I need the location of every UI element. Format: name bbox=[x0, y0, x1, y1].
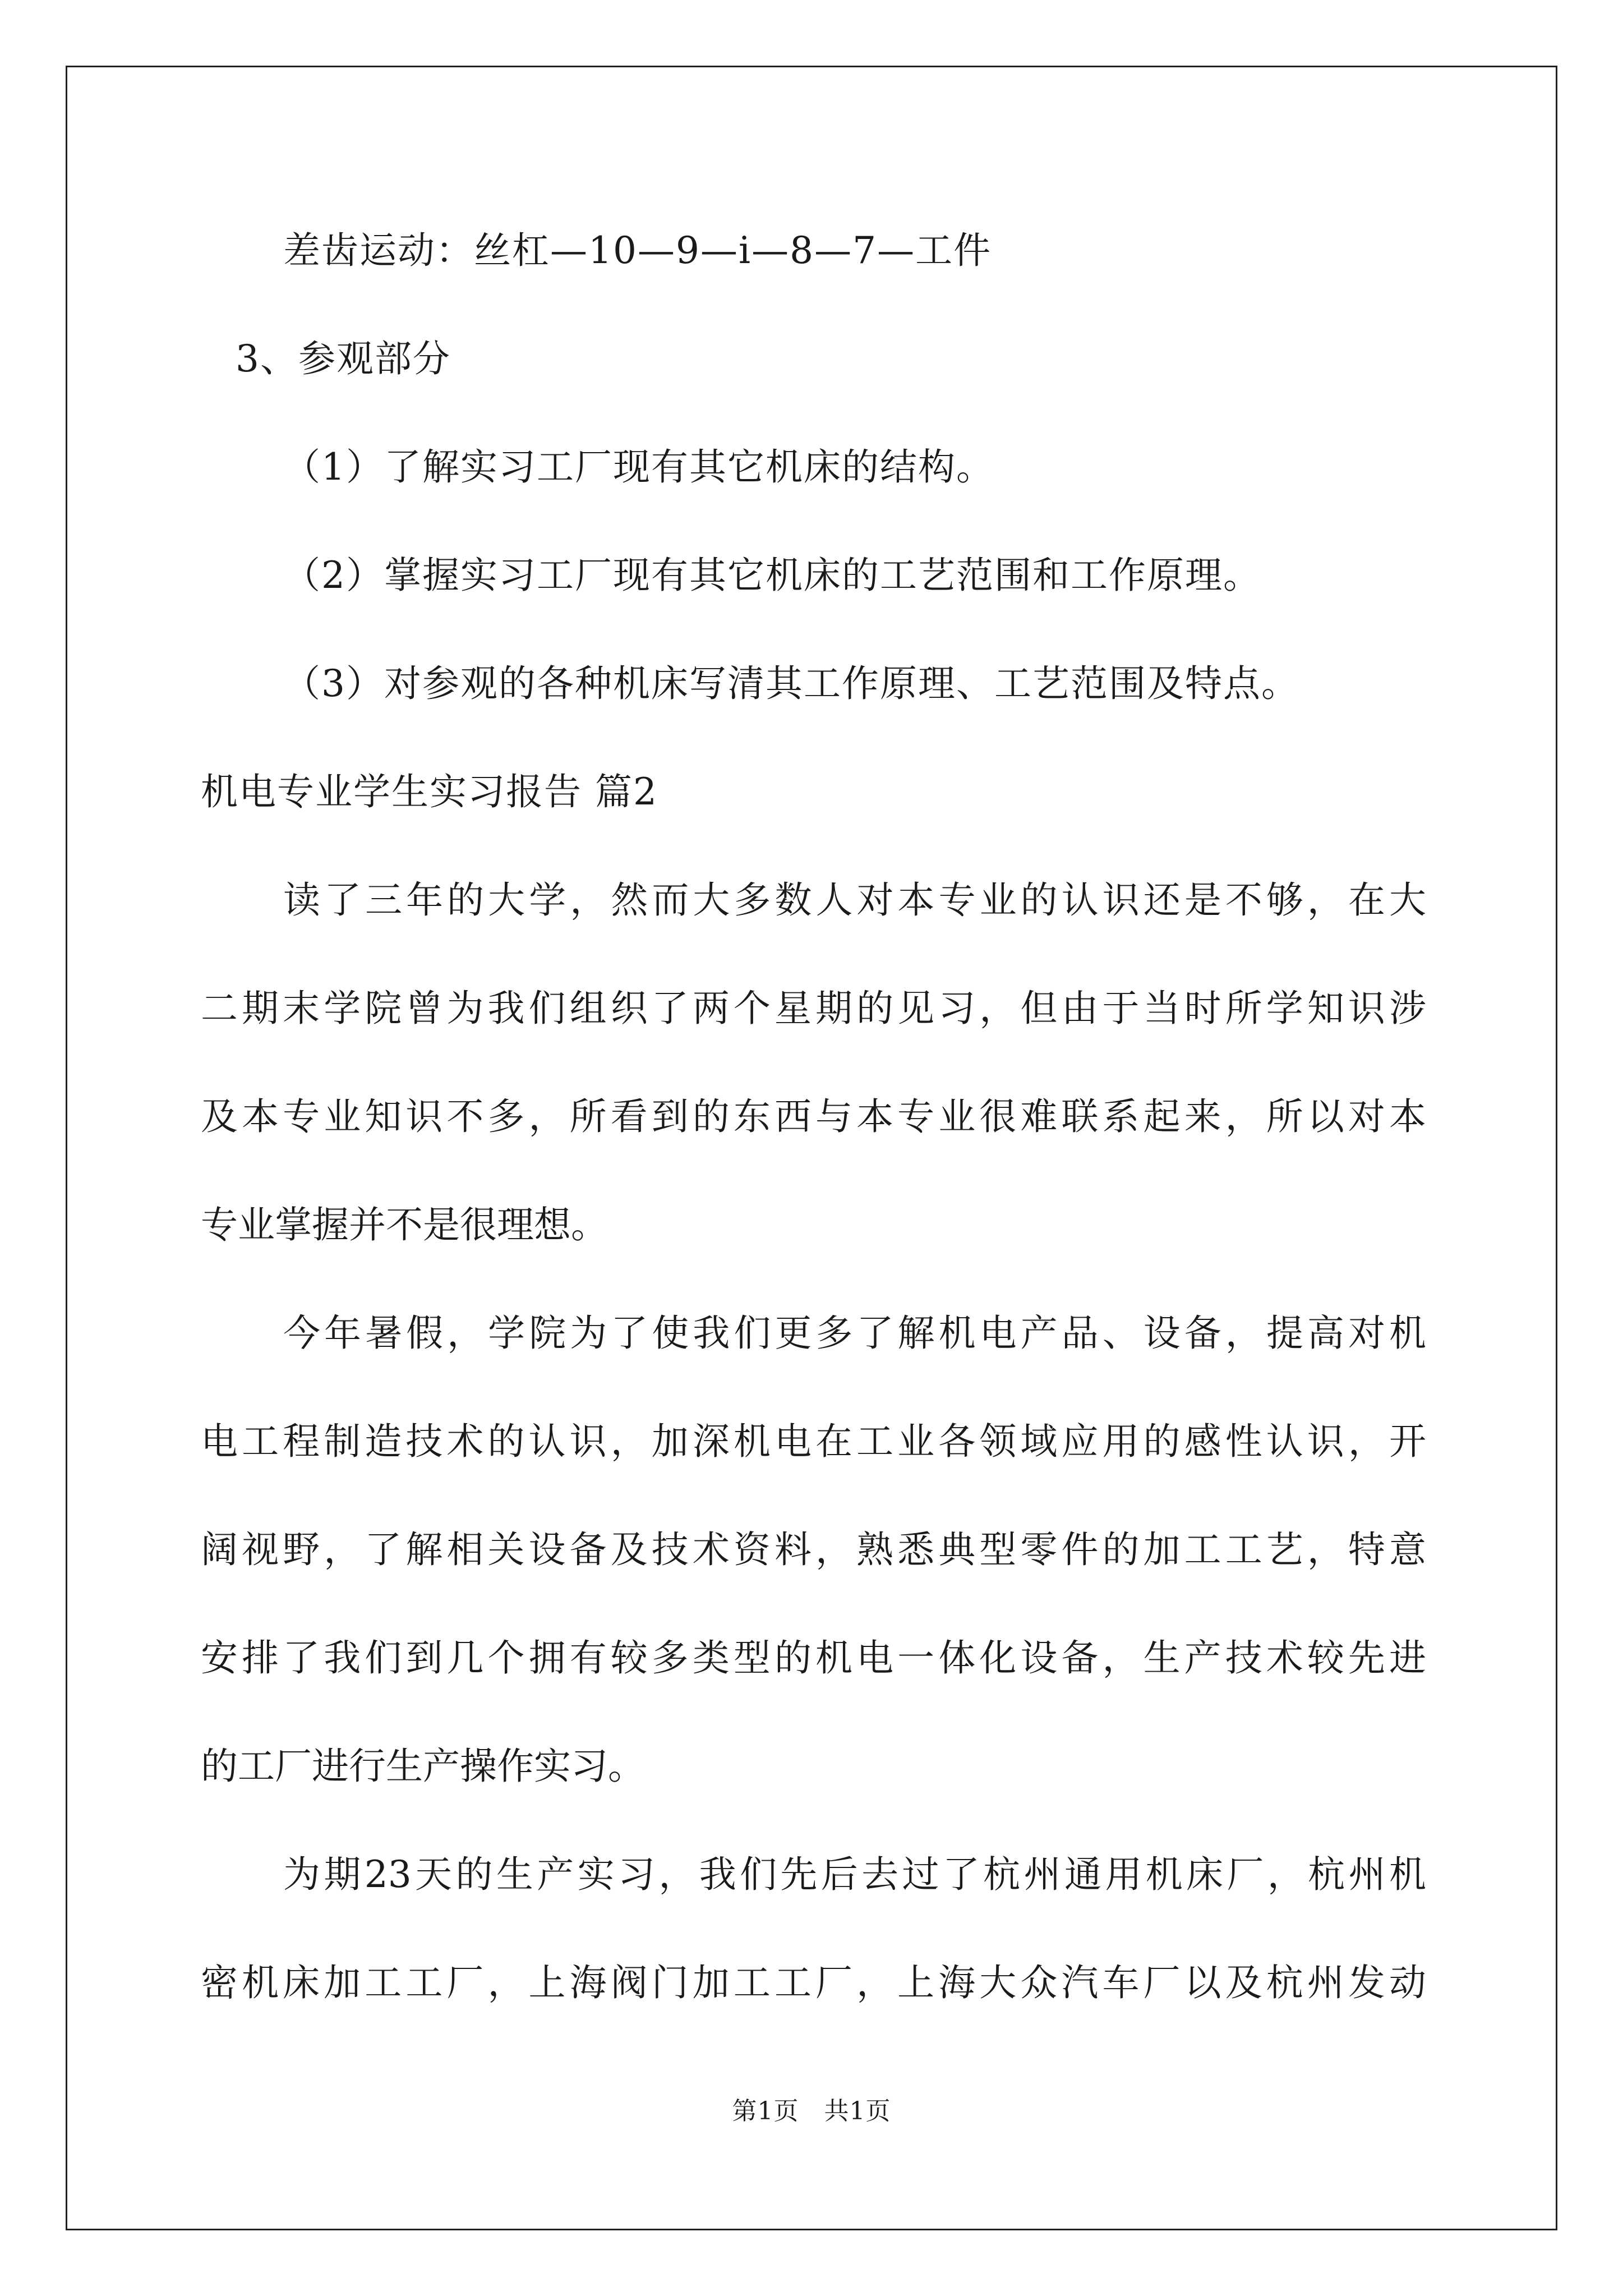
list-item-2: （2）掌握实习工厂现有其它机床的工艺范围和工作原理。 bbox=[283, 554, 1261, 597]
list-item-3: （3）对参观的各种机床写清其工作原理、工艺范围及特点。 bbox=[283, 662, 1299, 705]
paragraph-1-line-2: 二期末学院曾为我们组织了两个星期的见习，但由于当时所学知识涉 bbox=[201, 987, 1426, 1030]
article-title: 机电专业学生实习报告 篇2 bbox=[201, 770, 658, 813]
paragraph-3-line-2: 密机床加工工厂，上海阀门加工工厂，上海大众汽车厂以及杭州发动 bbox=[201, 1961, 1426, 2004]
paragraph-2-line-1: 今年暑假，学院为了使我们更多了解机电产品、设备，提高对机 bbox=[283, 1312, 1426, 1355]
paragraph-1-line-1: 读了三年的大学，然而大多数人对本专业的认识还是不够，在大 bbox=[283, 878, 1426, 922]
paragraph-3-line-1: 为期23天的生产实习，我们先后去过了杭州通用机床厂，杭州机 bbox=[283, 1853, 1426, 1896]
page-footer: 第1页 共1页 bbox=[732, 2097, 891, 2125]
paragraph-1-line-3: 及本专业知识不多，所看到的东西与本专业很难联系起来，所以对本 bbox=[201, 1095, 1426, 1138]
list-item-1: （1）了解实习工厂现有其它机床的结构。 bbox=[283, 445, 994, 489]
paragraph-2-line-4: 安排了我们到几个拥有较多类型的机电一体化设备，生产技术较先进 bbox=[201, 1636, 1426, 1680]
paragraph-2-line-2: 电工程制造技术的认识，加深机电在工业各领域应用的感性认识，开 bbox=[201, 1420, 1426, 1463]
paragraph-1-line-4: 专业掌握并不是很理想。 bbox=[201, 1203, 608, 1246]
page-border bbox=[66, 66, 1557, 2230]
text-line-gear-motion: 差齿运动：丝杠—10—9—i—8—7—工件 bbox=[283, 229, 992, 272]
paragraph-2-line-3: 阔视野，了解相关设备及技术资料，熟悉典型零件的加工工艺，特意 bbox=[201, 1528, 1426, 1571]
paragraph-2-line-5: 的工厂进行生产操作实习。 bbox=[201, 1745, 645, 1788]
section-heading-visit: 3、参观部分 bbox=[236, 337, 451, 380]
